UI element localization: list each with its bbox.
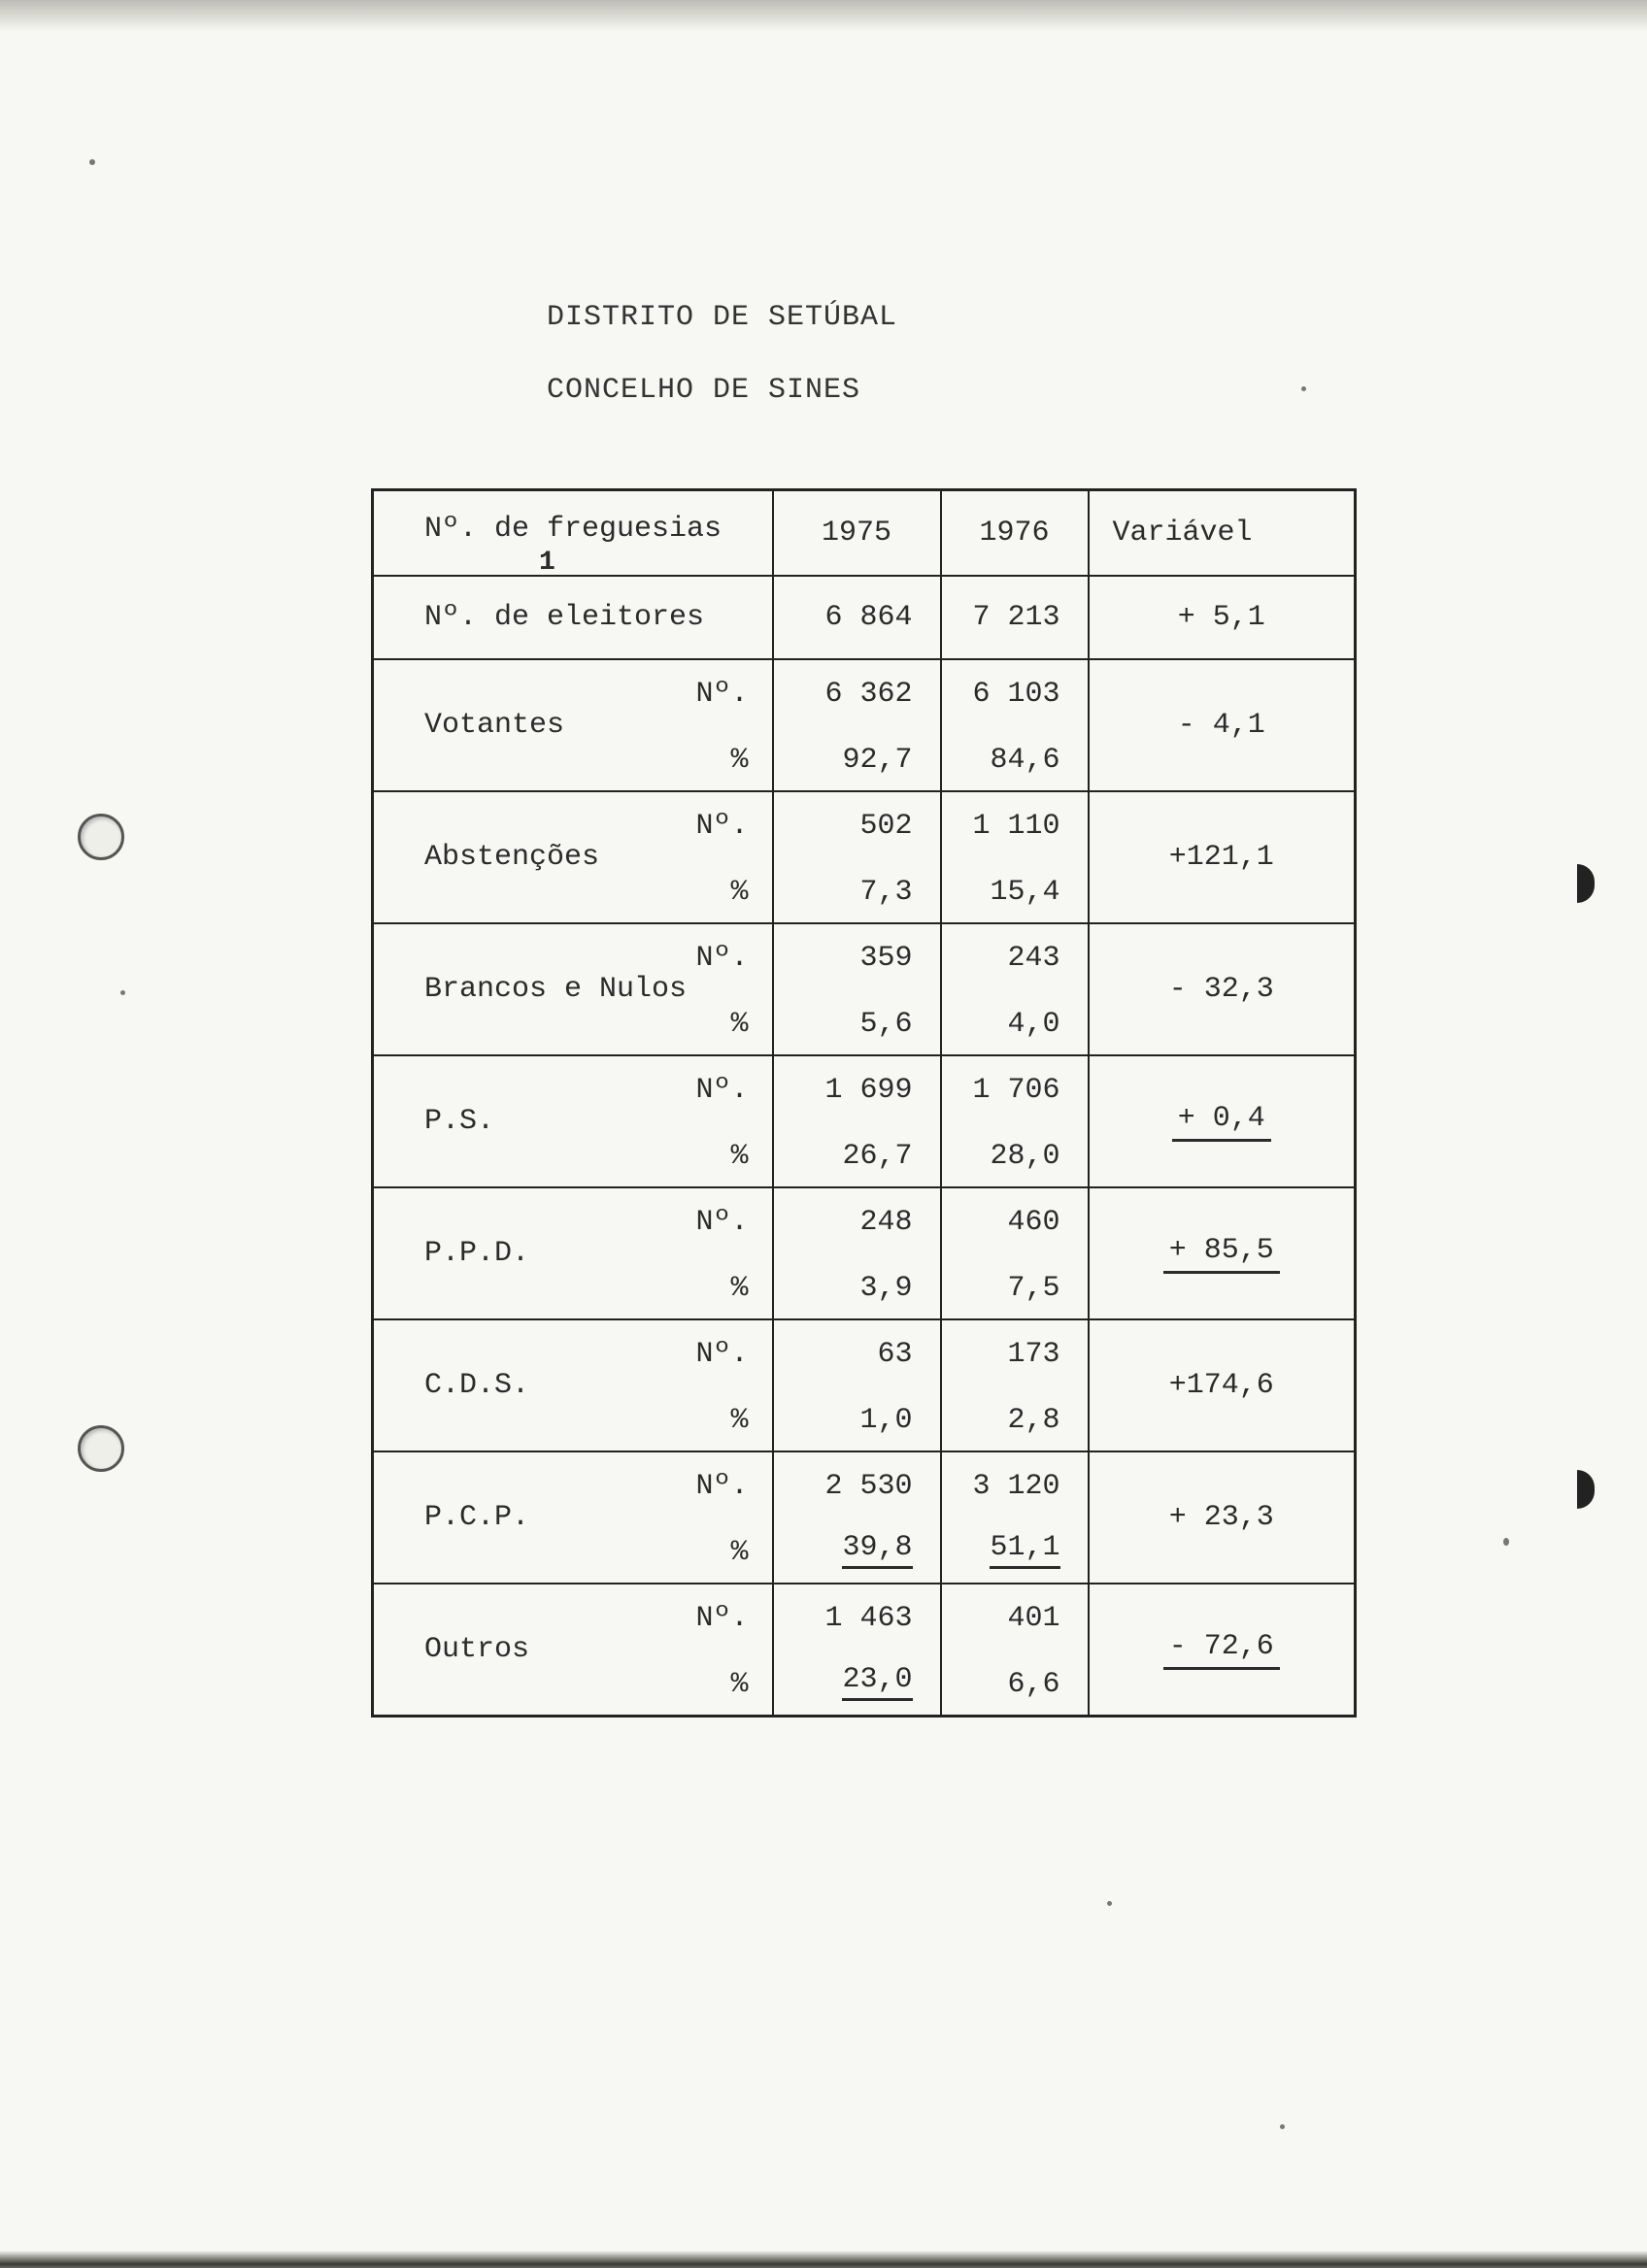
percent-1976: 51,1 [990, 1531, 1059, 1569]
unit-count: Nº. [695, 1470, 749, 1503]
unit-count: Nº. [695, 1602, 749, 1635]
row-label: P.C.P. [424, 1501, 530, 1534]
label-cell [373, 1451, 773, 1584]
speck [1107, 1901, 1112, 1906]
margin-mark-upper [1577, 864, 1595, 903]
table-row [373, 923, 1356, 1055]
cell-1975 [773, 1055, 941, 1187]
percent-1975: 92,7 [842, 744, 913, 777]
cell-1975 [773, 923, 941, 1055]
count-1975: 6 362 [824, 678, 913, 711]
table-row [373, 1055, 1356, 1187]
speck [1301, 386, 1306, 391]
row-label: Abstenções [424, 841, 600, 874]
speck [1280, 2124, 1285, 2129]
variation-cell [1089, 1055, 1356, 1187]
variation: +174,6 [1089, 1319, 1356, 1451]
count-1975: 1 463 [824, 1602, 913, 1635]
unit-count: Nº. [695, 810, 749, 843]
row-label: Votantes [424, 709, 565, 742]
variation: + 23,3 [1089, 1451, 1356, 1584]
cell-1976 [941, 1055, 1089, 1187]
cell-1976 [941, 791, 1089, 923]
unit-percent: % [730, 1404, 749, 1437]
unit-count: Nº. [695, 1206, 749, 1239]
cell-1976 [941, 1451, 1089, 1584]
row-label: Brancos e Nulos [424, 973, 688, 1006]
count-1975: 248 [859, 1206, 913, 1239]
value: 7 213 [972, 601, 1060, 634]
unit-count: Nº. [695, 678, 749, 711]
year-1976-header: 1976 [941, 490, 1089, 577]
freguesias-cell [373, 490, 773, 577]
percent-1976: 15,4 [990, 876, 1060, 909]
label-cell [373, 791, 773, 923]
count-1976: 1 706 [972, 1074, 1060, 1107]
variation: - 72,6 [1163, 1630, 1280, 1670]
variation: + 85,5 [1163, 1234, 1280, 1274]
count-1975: 2 530 [824, 1470, 913, 1503]
percent-1976: 2,8 [1007, 1404, 1060, 1437]
scan-top-edge [0, 0, 1647, 31]
unit-percent: % [730, 1668, 749, 1701]
election-results-table [371, 488, 1357, 1718]
count-1975: 359 [859, 942, 913, 975]
percent-1975: 5,6 [859, 1008, 913, 1041]
count-1976: 243 [1007, 942, 1060, 975]
label-cell [373, 1584, 773, 1717]
row-label: P.P.D. [424, 1237, 530, 1270]
unit-count: Nº. [695, 1074, 749, 1107]
eleitores-label-cell [373, 576, 773, 659]
count-1976: 1 110 [972, 810, 1060, 843]
district-title: DISTRITO DE SETÚBAL [547, 301, 898, 334]
cell-1975 [773, 1187, 941, 1319]
count-1976: 173 [1007, 1338, 1060, 1371]
percent-1975: 7,3 [859, 876, 913, 909]
table-row [373, 791, 1356, 923]
cell-1975 [773, 1319, 941, 1451]
label-cell [373, 923, 773, 1055]
unit-count: Nº. [695, 1338, 749, 1371]
speck [120, 990, 125, 995]
cell-1976 [941, 659, 1089, 791]
unit-percent: % [730, 1272, 749, 1305]
table-header-row [373, 490, 1356, 577]
variation: - 4,1 [1089, 659, 1356, 791]
unit-percent: % [730, 1536, 749, 1569]
percent-1975: 26,7 [842, 1140, 913, 1173]
unit-percent: % [730, 876, 749, 909]
percent-1975: 39,8 [842, 1531, 912, 1569]
unit-percent: % [730, 1008, 749, 1041]
cell-1975 [773, 1584, 941, 1717]
count-1976: 401 [1007, 1602, 1060, 1635]
cell-1976 [941, 1187, 1089, 1319]
variation-cell [1089, 1187, 1356, 1319]
label-cell [373, 1319, 773, 1451]
unit-percent: % [730, 744, 749, 777]
table-row [373, 659, 1356, 791]
count-1975: 63 [877, 1338, 913, 1371]
speck [1503, 1538, 1509, 1546]
year-1975-header: 1975 [773, 490, 941, 577]
cell-1975 [773, 1451, 941, 1584]
table-row [373, 1319, 1356, 1451]
count-1975: 1 699 [824, 1074, 913, 1107]
count-1975: 502 [859, 810, 913, 843]
eleitores-1975 [773, 576, 941, 659]
freguesias-value: 1 [539, 548, 555, 578]
variation: +121,1 [1089, 791, 1356, 923]
row-label: C.D.S. [424, 1369, 530, 1402]
cell-1976 [941, 1584, 1089, 1717]
percent-1975: 23,0 [842, 1663, 912, 1701]
table-row [373, 1451, 1356, 1584]
count-1976: 6 103 [972, 678, 1060, 711]
percent-1976: 28,0 [990, 1140, 1060, 1173]
variation-header: Variável [1089, 490, 1356, 577]
label-cell [373, 1055, 773, 1187]
cell-1976 [941, 923, 1089, 1055]
variation: - 32,3 [1089, 923, 1356, 1055]
cell-1975 [773, 791, 941, 923]
label-cell [373, 1187, 773, 1319]
punch-hole-lower [78, 1425, 124, 1472]
row-label: Nº. de eleitores [424, 601, 705, 634]
count-1976: 460 [1007, 1206, 1060, 1239]
freguesias-label: Nº. de freguesias [424, 513, 723, 546]
cell-1975 [773, 659, 941, 791]
percent-1976: 84,6 [990, 744, 1060, 777]
table-row [373, 1187, 1356, 1319]
punch-hole-upper [78, 814, 124, 860]
value: 6 864 [824, 601, 913, 634]
percent-1975: 3,9 [859, 1272, 913, 1305]
percent-1976: 6,6 [1007, 1668, 1060, 1701]
speck [89, 159, 95, 165]
eleitores-row [373, 576, 1356, 659]
row-label: Outros [424, 1633, 530, 1666]
variation: + 0,4 [1172, 1102, 1271, 1142]
unit-count: Nº. [695, 942, 749, 975]
percent-1976: 4,0 [1007, 1008, 1060, 1041]
table-row [373, 1584, 1356, 1717]
count-1976: 3 120 [972, 1470, 1060, 1503]
percent-1976: 7,5 [1007, 1272, 1060, 1305]
label-cell [373, 659, 773, 791]
eleitores-variation: + 5,1 [1089, 576, 1356, 659]
percent-1975: 1,0 [859, 1404, 913, 1437]
municipality-title: CONCELHO DE SINES [547, 374, 861, 407]
unit-percent: % [730, 1140, 749, 1173]
scan-bottom-edge [0, 2251, 1647, 2268]
margin-mark-lower [1577, 1470, 1595, 1509]
row-label: P.S. [424, 1105, 495, 1138]
variation-cell [1089, 1584, 1356, 1717]
eleitores-1976 [941, 576, 1089, 659]
cell-1976 [941, 1319, 1089, 1451]
